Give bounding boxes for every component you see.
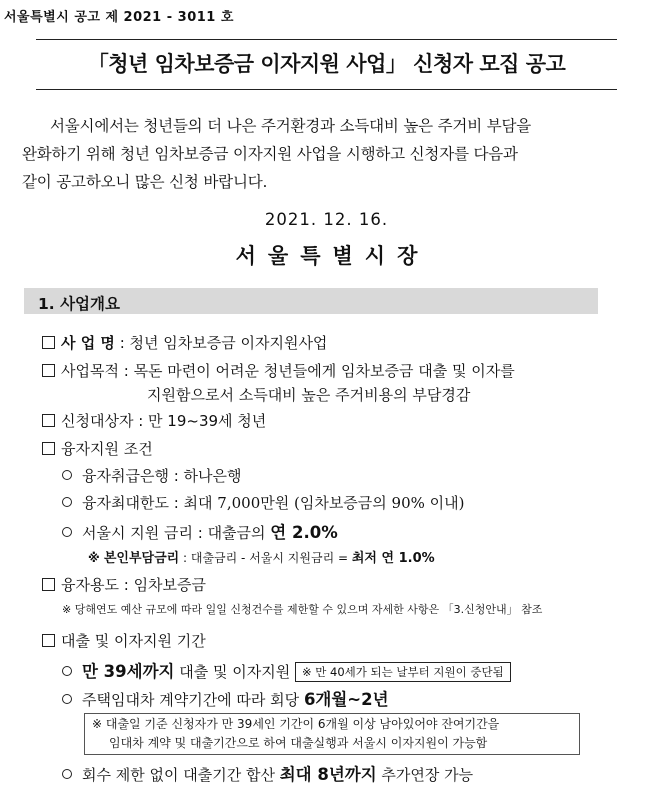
business-name-value: 청년 임차보증금 이자지원사업 (129, 334, 328, 352)
purpose-line-1: 목돈 마련이 어려운 청년들에게 임차보증금 대출 및 이자를 (133, 362, 515, 380)
loan-max-label: 융자최대한도 (82, 494, 169, 512)
intro-line-1: 서울시에서는 청년들의 더 나은 주거환경과 소득대비 높은 주거비 부담을 (50, 117, 532, 135)
period-item-1 (62, 658, 511, 682)
period-item-3-bold: 최대 8년까지 (279, 765, 377, 784)
support-rate-row (62, 519, 338, 543)
checkbox-square-icon (42, 336, 55, 349)
period-note-line-1: ※ 대출일 기준 신청자가 만 39세인 기간이 6개월 이상 남아있어야 잔여기간을 (92, 717, 500, 731)
period-item-2 (62, 686, 389, 710)
separator: : (133, 412, 149, 430)
purpose-label: 사업목적 (61, 362, 119, 380)
period-item-2-text: 주택임대차 계약기간에 따라 회당 (82, 691, 304, 709)
checkbox-square-icon (42, 634, 55, 647)
checkbox-square-icon (42, 442, 55, 455)
title-bottom-rule (36, 89, 617, 90)
separator: : (118, 576, 134, 594)
separator: : (168, 494, 184, 512)
usage-value: 임차보증금 (133, 576, 207, 594)
period-row (42, 630, 206, 651)
usage-row (42, 574, 206, 595)
bullet-circle-icon (62, 470, 72, 480)
target-row (42, 410, 266, 431)
loan-conditions-label: 융자지원 조건 (61, 440, 153, 458)
loan-bank-label: 융자취급은행 (82, 467, 169, 485)
period-item-3 (62, 761, 473, 785)
business-name-label: 사 업 명 (61, 334, 115, 352)
separator: : (118, 362, 134, 380)
period-note-box (84, 713, 580, 755)
period-item-3-suffix: 추가연장 가능 (376, 766, 474, 784)
separator: : (179, 551, 191, 565)
bullet-circle-icon (62, 527, 72, 537)
note-mark: ※ (88, 551, 104, 565)
checkbox-square-icon (42, 364, 55, 377)
support-rate-prefix: 대출금의 (207, 524, 271, 542)
period-item-3-text: 회수 제한 없이 대출기간 합산 (82, 766, 280, 784)
purpose-line-2: 지원함으로서 소득대비 높은 주거비용의 부담경감 (147, 386, 471, 404)
notice-date: 2021. 12. 16. (264, 210, 389, 229)
intro-line-2: 완화하기 위해 청년 임차보증금 이자지원 사업을 시행하고 신청자를 다음과 (22, 145, 518, 163)
separator: : (114, 334, 130, 352)
period-label: 대출 및 이자지원 기간 (61, 632, 206, 650)
usage-note: ※ 당해연도 예산 규모에 따라 일일 신청건수를 제한할 수 있으며 자세한 사항은 「3.신청안내」 참조 (62, 603, 543, 616)
loan-max-value: 최대 7,000만원 (임차보증금의 90% 이내) (183, 494, 465, 512)
issuer-name: 서울특별시장 (235, 244, 430, 268)
section-title: 1. 사업개요 (38, 295, 120, 313)
checkbox-square-icon (42, 414, 55, 427)
bullet-circle-icon (62, 497, 72, 507)
period-note-line-2: 임대차 계약 및 대출기간으로 하여 대출실행과 서울시 이자지원이 가능함 (109, 736, 488, 750)
self-rate-row (88, 547, 435, 566)
self-rate-value: 최저 연 1.0% (351, 551, 435, 566)
period-item-1-text: 대출 및 이자지원 (174, 663, 295, 681)
target-label: 신청대상자 (61, 412, 134, 430)
separator: : (192, 524, 208, 542)
bullet-circle-icon (62, 694, 72, 704)
intro-paragraph (22, 112, 622, 196)
period-item-2-bold: 6개월~2년 (303, 690, 389, 709)
intro-line-3: 같이 공고하오니 많은 신청 바랍니다. (22, 173, 268, 191)
usage-label: 융자용도 (61, 576, 119, 594)
document-title: 「청년 임차보증금 이자지원 사업」 신청자 모집 공고 (87, 52, 566, 76)
title-top-rule (36, 39, 617, 40)
loan-bank-value: 하나은행 (183, 467, 242, 485)
period-item-1-bold: 만 39세까지 (82, 662, 175, 681)
loan-max-row (62, 492, 465, 513)
loan-conditions-row (42, 438, 153, 459)
notice-number: 서울특별시 공고 제 2021 - 3011 호 (4, 10, 234, 25)
bullet-circle-icon (62, 666, 72, 676)
target-value: 만 19~39세 청년 (148, 412, 267, 430)
support-rate-value: 연 2.0% (270, 523, 338, 542)
business-name-row (42, 332, 327, 353)
self-rate-label: 본인부담금리 (103, 551, 180, 566)
checkbox-square-icon (42, 578, 55, 591)
bullet-circle-icon (62, 769, 72, 779)
age-limit-note: ※ 만 40세가 되는 날부터 지원이 중단됨 (295, 662, 511, 682)
support-rate-label: 서울시 지원 금리 (82, 524, 193, 542)
purpose-row (42, 360, 515, 381)
separator: : (168, 467, 184, 485)
self-rate-formula: 대출금리 - 서울시 지원금리 = (190, 551, 352, 565)
loan-bank-row (62, 465, 242, 486)
